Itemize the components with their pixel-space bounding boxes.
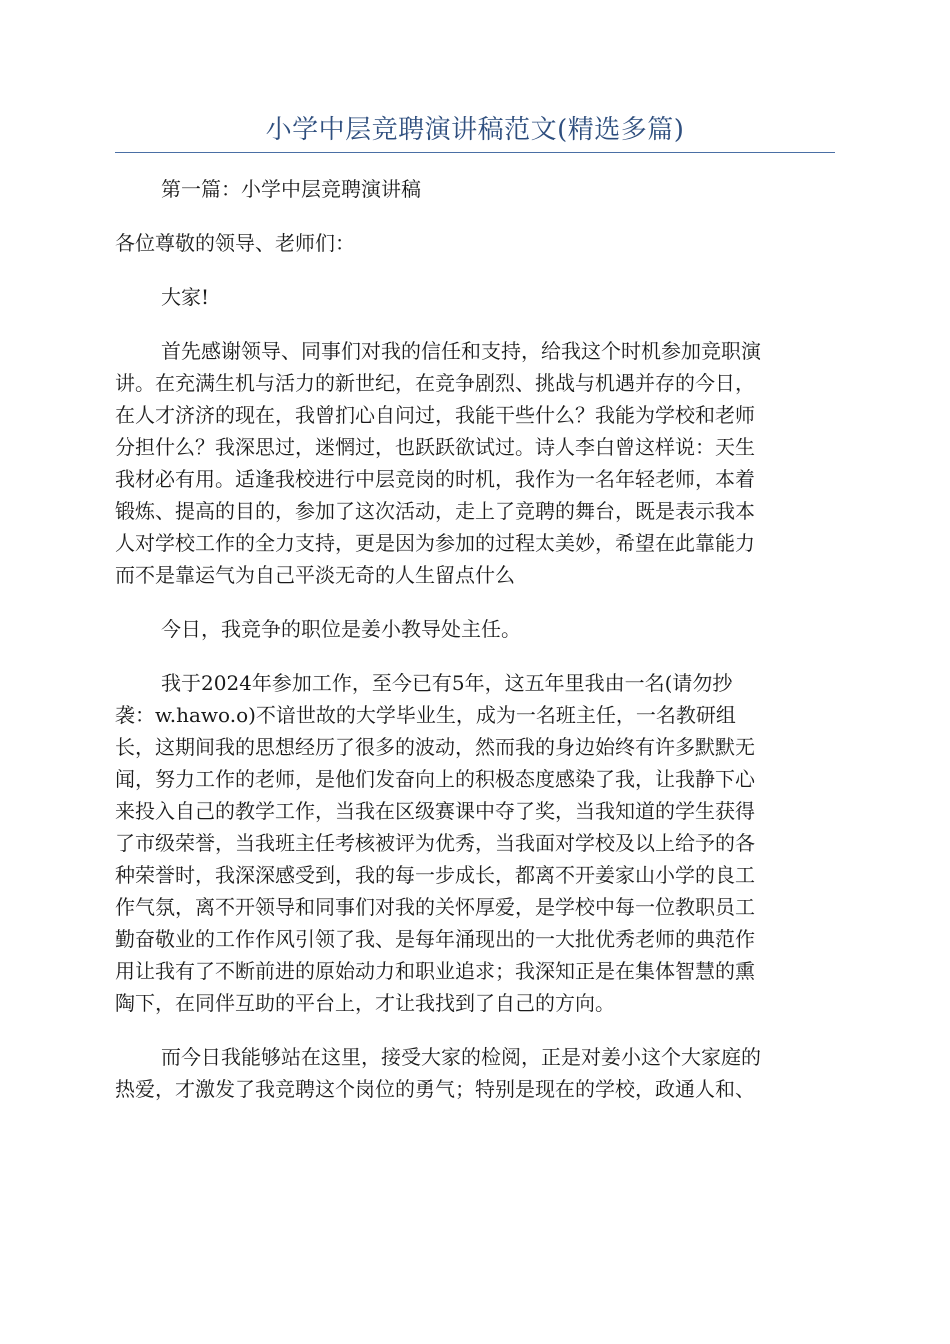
paragraph-3 [115, 667, 835, 1019]
paragraph-line: 种荣誉时，我深深感受到，我的每一步成长，都离不开姜家山小学的良工 [115, 863, 755, 887]
paragraph-line: 而今日我能够站在这里，接受大家的检阅，正是对姜小这个大家庭的 [161, 1045, 761, 1069]
paragraph-line: 讲。在充满生机与活力的新世纪，在竞争剧烈、挑战与机遇并存的今日， [115, 371, 755, 395]
paragraph-line: 热爱，才激发了我竞聘这个岗位的勇气；特别是现在的学校，政通人和、 [115, 1077, 755, 1101]
paragraph-line: 勤奋敬业的工作作风引领了我、是每年涌现出的一大批优秀老师的典范作 [115, 927, 755, 951]
salutation: 各位尊敬的领导、老师们： [115, 231, 355, 255]
paragraph-line: 用让我有了不断前进的原始动力和职业追求；我深知正是在集体智慧的熏 [115, 959, 755, 983]
document-page [115, 110, 835, 1105]
paragraph-line: 长，这期间我的思想经历了很多的波动，然而我的身边始终有许多默默无 [115, 735, 755, 759]
paragraph-line: 首先感谢领导、同事们对我的信任和支持，给我这个时机参加竞职演 [161, 339, 761, 363]
paragraph-line: 闻，努力工作的老师，是他们发奋向上的积极态度感染了我，让我静下心 [115, 767, 755, 791]
paragraph-line: 我材必有用。适逢我校进行中层竞岗的时机，我作为一名年轻老师，本着 [115, 467, 755, 491]
paragraph-line: 了市级荣誉，当我班主任考核被评为优秀，当我面对学校及以上给予的各 [115, 831, 755, 855]
paragraph-line: 锻炼、提高的目的，参加了这次活动，走上了竞聘的舞台，既是表示我本 [115, 499, 755, 523]
paragraph-line: 分担什么？我深思过，迷惘过，也跃跃欲试过。诗人李白曾这样说：天生 [115, 435, 755, 459]
paragraph-4 [115, 1041, 835, 1105]
paragraph-line: 而不是靠运气为自己平淡无奇的人生留点什么 [115, 563, 515, 587]
paragraph-line: 人对学校工作的全力支持，更是因为参加的过程太美妙，希望在此靠能力 [115, 531, 755, 555]
section-heading: 第一篇：小学中层竞聘演讲稿 [161, 177, 421, 201]
document-title: 小学中层竞聘演讲稿范文(精选多篇) [115, 110, 835, 153]
paragraph-2: 今日，我竞争的职位是姜小教导处主任。 [161, 617, 521, 641]
paragraph-line: 在人才济济的现在，我曾扪心自问过，我能干些什么？我能为学校和老师 [115, 403, 755, 427]
paragraph-line: 来投入自己的教学工作，当我在区级赛课中夺了奖，当我知道的学生获得 [115, 799, 755, 823]
paragraph-line: 我于2024年参加工作，至今已有5年，这五年里我由一名(请勿抄 [161, 671, 733, 695]
paragraph-line: 作气氛，离不开领导和同事们对我的关怀厚爱，是学校中每一位教职员工 [115, 895, 755, 919]
greeting: 大家! [161, 285, 210, 309]
paragraph-line: 陶下，在同伴互助的平台上，才让我找到了自己的方向。 [115, 991, 615, 1015]
paragraph-line: 袭：w.hawo.o)不谙世故的大学毕业生，成为一名班主任，一名教研组 [115, 703, 736, 727]
paragraph-1 [115, 335, 835, 591]
